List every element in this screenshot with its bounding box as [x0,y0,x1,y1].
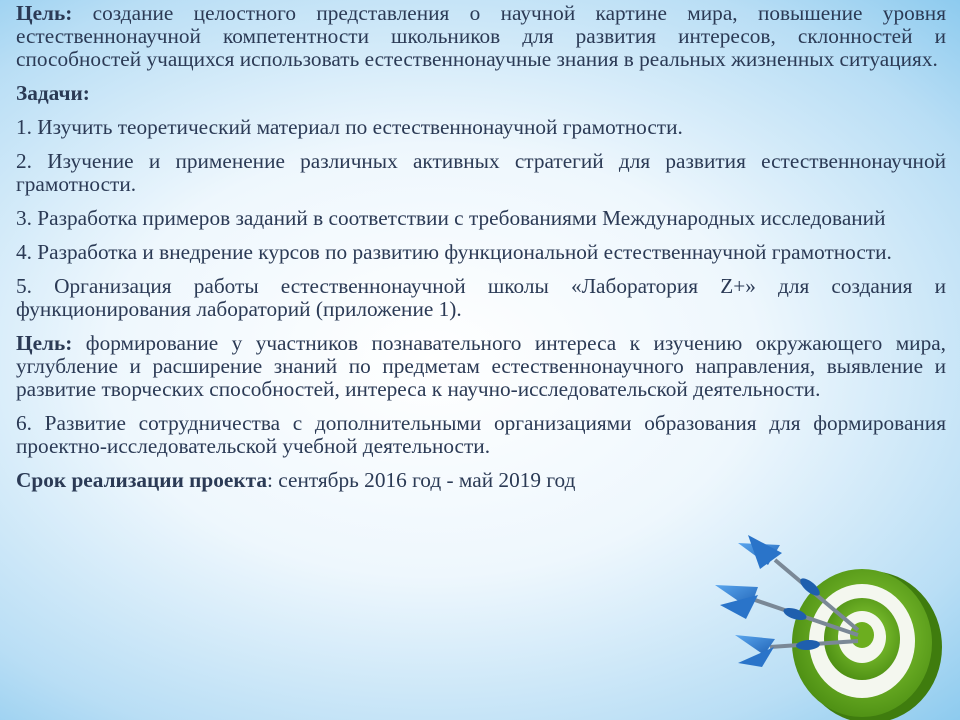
task-item-3: 3. Разработка примеров заданий в соответствии с требованиями Международных исследований [16,206,886,230]
goal-text-1: создание целостного представления о научной картине мира, повышение уровня естественнонаучной компетентности школьников для развития интересов, склонностей и способностей учащихся использовать естественнонаучные знания в реальных жизненных ситуациях. [16,1,946,71]
tasks-heading-text: Задачи: [16,81,90,105]
term-paragraph [16,469,946,492]
goal-label-2: Цель: [16,331,73,355]
goal-paragraph-1 [16,2,946,71]
goal-label-1: Цель: [16,1,73,25]
task-item-1: 1. Изучить теоретический материал по естественнонаучной грамотности. [16,115,683,139]
task-item-6: 6. Развитие сотрудничества с дополнительными организациями образования для формирования проектно-исследовательской учебной деятельности. [16,411,946,458]
term-label: Срок реализации проекта [16,468,268,492]
term-text: : сентябрь 2016 год - май 2019 год [267,468,576,492]
tasks-heading [16,82,946,105]
task-item-4: 4. Разработка и внедрение курсов по развитию функциональной естественнаучной грамотности. [16,240,892,264]
task-item-5: 5. Организация работы естественнонаучной школы «Лаборатория Z+» для создания и функционирования лабораторий (приложение 1). [16,274,946,321]
dartboard-with-darts-icon [700,535,960,720]
task-item-2: 2. Изучение и применение различных активных стратегий для развития естественнонаучной грамотности. [16,149,946,196]
goal-text-2: формирование у участников познавательного интереса к изучению окружающего мира, углубление и расширение знаний по предметам естественнонаучного направления, выявление и развитие творческих способностей, интереса к научно-исследовательской деятельности. [16,331,946,401]
goal-paragraph-2 [16,332,946,401]
slide-text [16,2,946,503]
